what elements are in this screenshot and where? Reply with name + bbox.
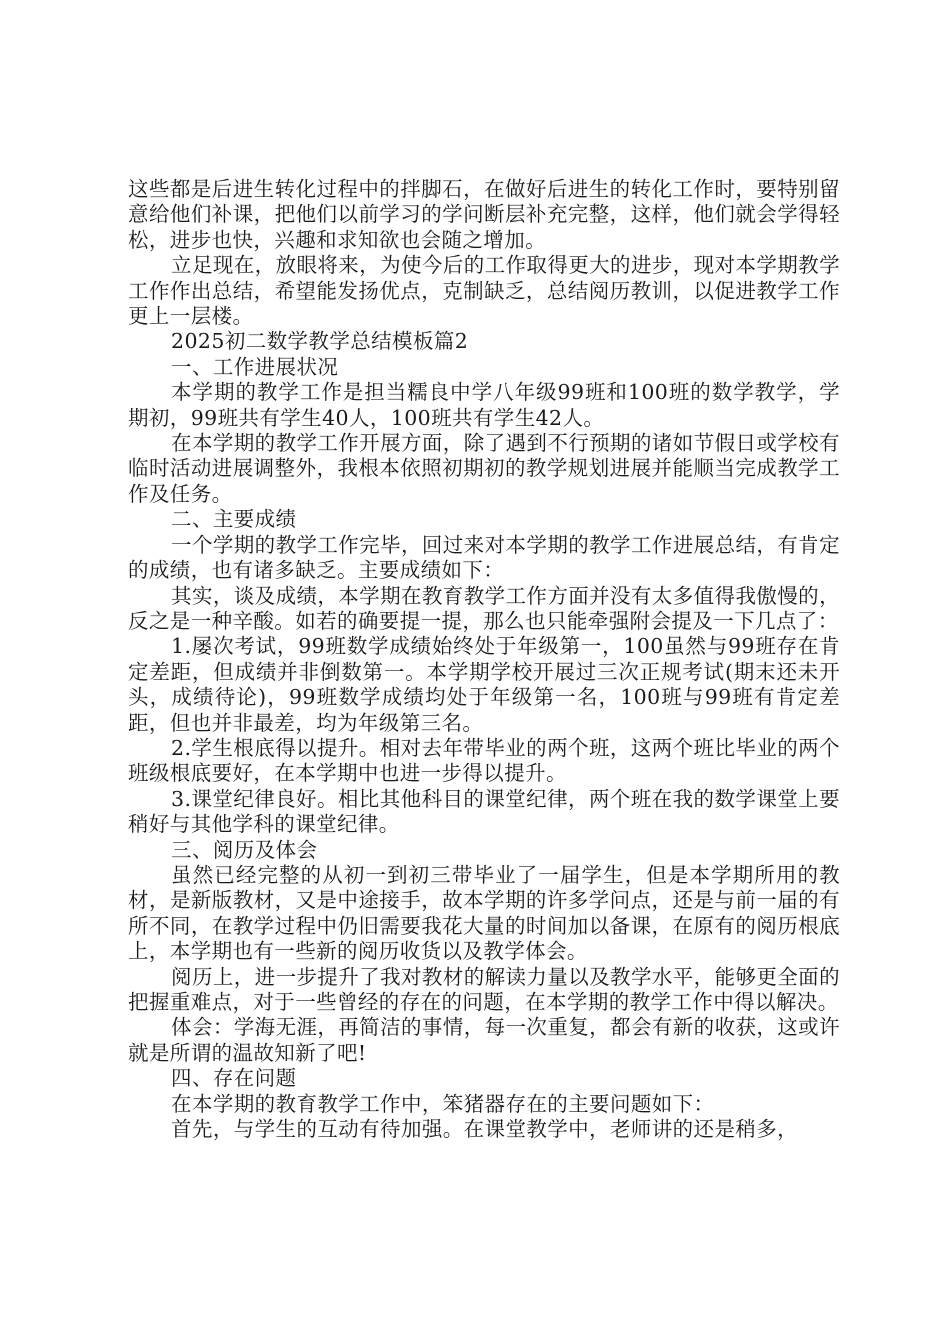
section-heading: 三、阅历及体会	[171, 837, 318, 862]
paragraph: 本学期的教学工作是担当糯良中学八年级99班和100班的数学教学，学期初，99班共有学生40人，100班共有学生42人。	[128, 380, 840, 430]
paragraph: 首先，与学生的互动有待加强。在课堂教学中，老师讲的还是稍多，	[171, 1117, 799, 1142]
section-heading: 一、工作进展状况	[171, 354, 339, 379]
section-heading: 四、存在问题	[171, 1066, 297, 1091]
paragraph: 一个学期的教学工作完毕，回过来对本学期的教学工作进展总结，有肯定的成绩，也有诸多缺乏。主要成绩如下：	[128, 532, 840, 583]
list-item: 1.屡次考试，99班数学成绩始终处于年级第一，100虽然与99班存在肯定差距，但成绩并非倒数第一。本学期学校开展过三次正规考试(期末还未开头，成绩待论)，99班数学成绩均处于年级第一名，100班与99班有肯定差距，但也并非最差，均为年级第三名。	[128, 634, 840, 735]
list-item: 3.课堂纪律良好。相比其他科目的课堂纪律，两个班在我的数学课堂上要稍好与其他学科的课堂纪律。	[128, 786, 840, 837]
paragraph: 在本学期的教育教学工作中，笨猪器存在的主要问题如下：	[171, 1091, 715, 1116]
paragraph: 这些都是后进生转化过程中的拌脚石，在做好后进生的转化工作时，要特别留意给他们补课，把他们以前学习的学问断层补充完整，这样，他们就会学得轻松，进步也快，兴趣和求知欲也会随之增加。	[128, 177, 840, 252]
paragraph: 体会：学海无涯，再简洁的事情，每一次重复，都会有新的收获，这或许就是所谓的温故知新了吧!	[128, 1015, 840, 1065]
section-heading: 二、主要成绩	[171, 507, 297, 532]
paragraph: 阅历上，进一步提升了我对教材的解读力量以及教学水平，能够更全面的把握重难点，对于一些曾经的存在的问题，在本学期的教学工作中得以解决。	[128, 964, 840, 1014]
paragraph: 虽然已经完整的从初一到初三带毕业了一届学生，但是本学期所用的教材，是新版教材，又是中途接手，故本学期的许多学问点，还是与前一届的有所不同，在教学过程中仍旧需要我花大量的时间加以备课，在原有的阅历根底上，本学期也有一些新的阅历收货以及教学体会。	[128, 862, 840, 964]
paragraph: 立足现在，放眼将来，为使今后的工作取得更大的进步，现对本学期教学工作作出总结，希望能发扬优点，克制缺乏，总结阅历教训，以促进教学工作更上一层楼。	[128, 253, 840, 329]
list-item: 2.学生根底得以提升。相对去年带毕业的两个班，这两个班比毕业的两个班级根底要好，在本学期中也进一步得以提升。	[128, 735, 840, 786]
paragraph: 其实，谈及成绩，本学期在教育教学工作方面并没有太多值得我傲慢的，反之是一种辛酸。如若的确要提一提，那么也只能牵强附会提及一下几点了：	[128, 583, 840, 633]
document-page	[128, 177, 840, 1142]
paragraph: 在本学期的教学工作开展方面，除了遇到不行预期的诸如节假日或学校有临时活动进展调整外，我根本依照初期初的教学规划进展并能顺当完成教学工作及任务。	[128, 431, 840, 506]
section-title: 2025初二数学教学总结模板篇2	[171, 329, 469, 354]
